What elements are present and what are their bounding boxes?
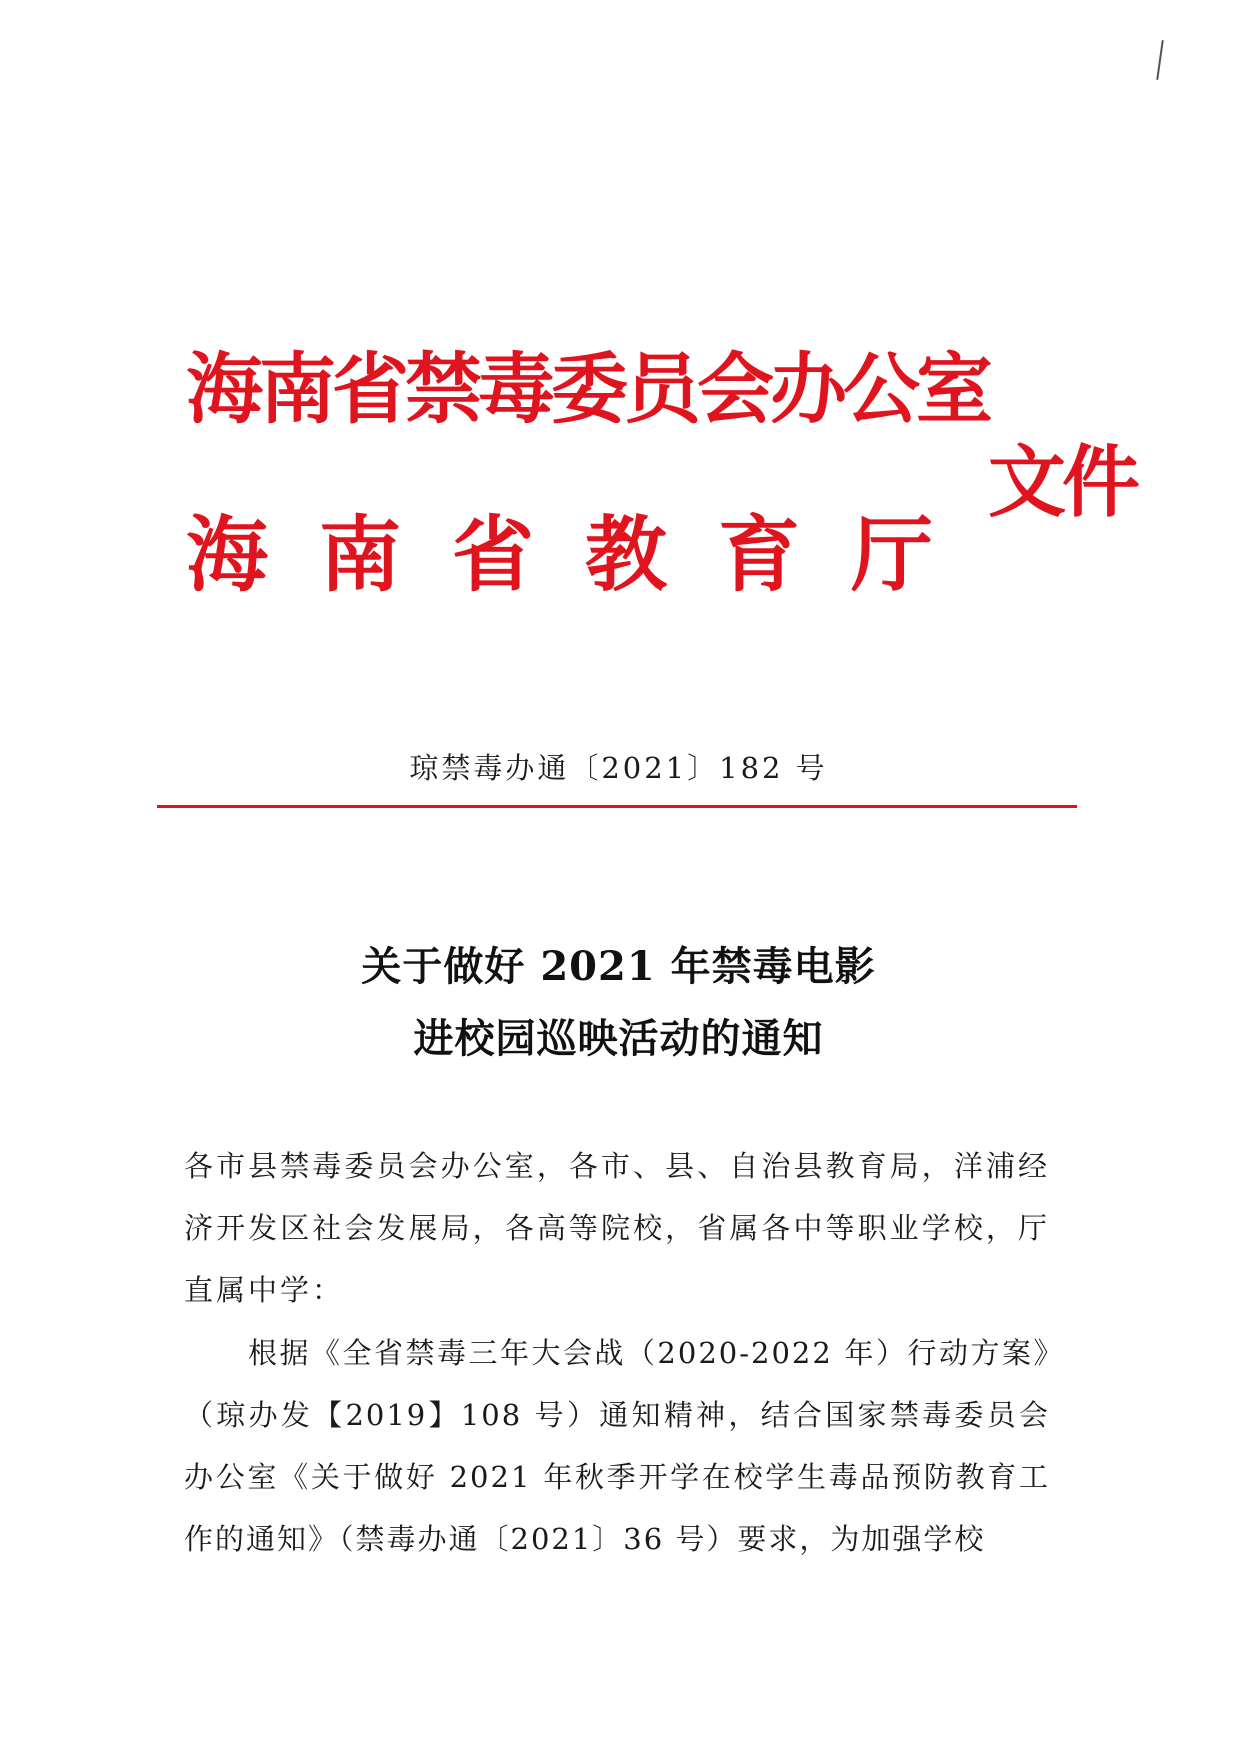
scan-edge-mark	[1156, 40, 1164, 80]
document-suffix: 文件	[988, 437, 1137, 528]
red-divider-line	[157, 805, 1077, 808]
document-title-line-1: 关于做好 2021 年禁毒电影	[361, 943, 876, 990]
document-title-line-2: 进校园巡映活动的通知	[413, 1015, 824, 1062]
body-paragraph-1: 根据《全省禁毒三年大会战（2020-2022 年）行动方案》（琼办发【2019】108 号）通知精神，结合国家禁毒委员会办公室《关于做好 2021 年秋季开学在校学生毒品预防教育工作的通知》（禁毒办通〔2021〕36 号）要求，为加强学校	[184, 1336, 1050, 1556]
issuer-org-1: 海南省禁毒委员会办公室	[186, 345, 989, 435]
issuer-org-2: 海南省教育厅	[186, 507, 985, 603]
addressee-paragraph: 各市县禁毒委员会办公室，各市、县、自治县教育局，洋浦经济开发区社会发展局，各高等院校，省属各中等职业学校，厅直属中学：	[184, 1149, 1050, 1307]
document-number: 琼禁毒办通〔2021〕182 号	[409, 751, 828, 785]
